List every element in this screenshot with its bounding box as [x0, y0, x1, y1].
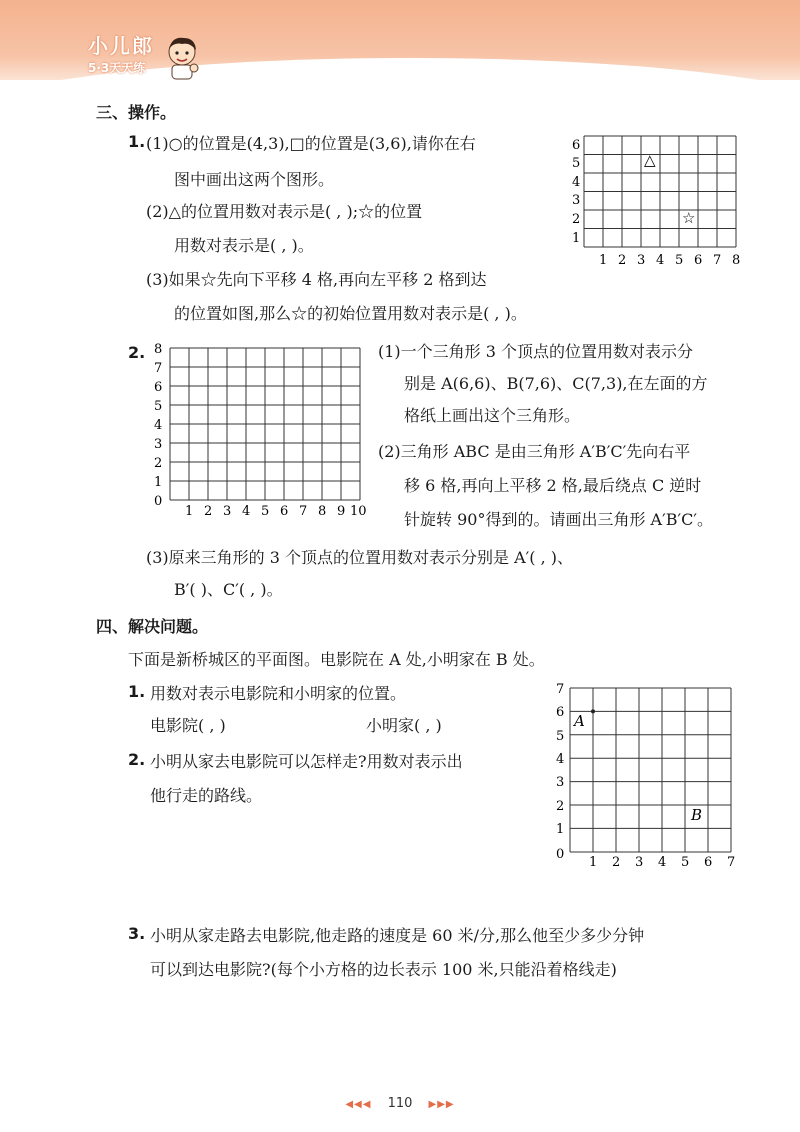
q1-y-label-5: 5: [572, 156, 581, 171]
brand-logo: [88, 30, 154, 76]
q2-x-label-9: 9: [337, 504, 346, 519]
q2-x-label-4: 4: [242, 504, 251, 519]
right-arrows-icon: ▶▶▶: [428, 1099, 455, 1110]
triangle-marker: △: [644, 151, 656, 169]
point-a-label: A: [574, 712, 585, 730]
q2-y-label-2: 2: [154, 456, 163, 471]
q2-y-label-1: 1: [154, 475, 163, 490]
q2-y-label-7: 7: [154, 361, 163, 376]
point-a-dot: [591, 709, 595, 713]
s4-q2-line2: 他行走的路线。: [150, 786, 263, 805]
home-answer: 小明家( , ): [366, 716, 442, 735]
map-x-label-3: 3: [635, 855, 644, 870]
q1-grid: [562, 128, 744, 270]
q2-x-label-10: 10: [350, 504, 367, 519]
map-y-label-3: 3: [556, 775, 565, 790]
q2-line4: (2)三角形 ABC 是由三角形 A′B′C′先向右平: [378, 442, 691, 461]
map-x-label-4: 4: [658, 855, 667, 870]
map-x-label-2: 2: [612, 855, 621, 870]
q2-y-label-5: 5: [154, 399, 163, 414]
q1-line2: 图中画出这两个图形。: [174, 170, 335, 189]
map-y-label-0: 0: [556, 847, 565, 862]
brand-subtitle: 5·3天天练: [88, 61, 146, 75]
q1-line1: (1)○的位置是(4,3),□的位置是(3,6),请你在右: [146, 134, 476, 153]
section-4-title: 四、解决问题。: [96, 617, 209, 636]
mascot-icon: [162, 32, 202, 80]
map-x-label-5: 5: [681, 855, 690, 870]
q1-line6: 的位置如图,那么☆的初始位置用数对表示是( , )。: [174, 304, 527, 323]
s4-q3-line1: 小明从家走路去电影院,他走路的速度是 60 米/分,那么他至少多少分钟: [150, 926, 645, 945]
city-map-grid: [550, 680, 740, 870]
map-x-label-7: 7: [727, 855, 736, 870]
s4-q2-line1: 小明从家去电影院可以怎样走?用数对表示出: [150, 752, 463, 771]
q2-y-label-8: 8: [154, 342, 163, 357]
map-y-label-6: 6: [556, 705, 565, 720]
q2-x-label-2: 2: [204, 504, 213, 519]
q1-x-label-4: 4: [656, 253, 665, 268]
q2-y-label-3: 3: [154, 437, 163, 452]
q2-x-label-3: 3: [223, 504, 232, 519]
cinema-answer: 电影院( , ): [150, 716, 226, 735]
page-number: 110: [387, 1096, 413, 1111]
s4-q1-number: 1.: [128, 682, 146, 701]
q2-x-label-6: 6: [280, 504, 289, 519]
q1-y-label-3: 3: [572, 193, 581, 208]
q1-x-label-6: 6: [694, 253, 703, 268]
q1-number: 1.: [128, 132, 146, 151]
section-4-intro: 下面是新桥城区的平面图。电影院在 A 处,小明家在 B 处。: [128, 650, 545, 669]
map-x-label-1: 1: [589, 855, 598, 870]
section-3-title: 三、操作。: [96, 103, 177, 122]
q1-y-label-4: 4: [572, 175, 581, 190]
q2-y-label-6: 6: [154, 380, 163, 395]
q1-x-label-5: 5: [675, 253, 684, 268]
q1-line3: (2)△的位置用数对表示是( , );☆的位置: [146, 202, 423, 221]
s4-q3-number: 3.: [128, 924, 146, 943]
s4-q2-number: 2.: [128, 750, 146, 769]
q2-x-label-7: 7: [299, 504, 308, 519]
q2-x-label-1: 1: [185, 504, 194, 519]
q1-x-label-2: 2: [618, 253, 627, 268]
q2-line2: 别是 A(6,6)、B(7,6)、C(7,3),在左面的方: [404, 374, 708, 393]
q2-line8: B′( )、C′( , )。: [174, 580, 283, 599]
q1-x-label-3: 3: [637, 253, 646, 268]
s4-q3-line2: 可以到达电影院?(每个小方格的边长表示 100 米,只能沿着格线走): [150, 960, 617, 979]
map-y-label-5: 5: [556, 729, 565, 744]
brand-name: 小儿郎: [88, 34, 154, 58]
q2-x-label-8: 8: [318, 504, 327, 519]
map-x-label-6: 6: [704, 855, 713, 870]
q2-y-label-4: 4: [154, 418, 163, 433]
q2-line5: 移 6 格,再向上平移 2 格,最后绕点 C 逆时: [404, 476, 702, 495]
q1-y-label-2: 2: [572, 212, 581, 227]
map-y-label-2: 2: [556, 799, 565, 814]
left-arrows-icon: ◀◀◀: [345, 1099, 372, 1110]
map-y-label-7: 7: [556, 682, 565, 697]
star-marker: ☆: [682, 209, 696, 227]
q2-number: 2.: [128, 343, 146, 362]
q1-line4: 用数对表示是( , )。: [174, 236, 314, 255]
q2-line3: 格纸上画出这个三角形。: [404, 406, 581, 425]
q1-y-label-1: 1: [572, 231, 581, 246]
q1-y-label-6: 6: [572, 138, 581, 153]
q2-line7: (3)原来三角形的 3 个顶点的位置用数对表示分别是 A′( , )、: [146, 548, 574, 567]
q1-x-label-7: 7: [713, 253, 722, 268]
point-b-label: B: [691, 806, 703, 824]
q2-x-label-5: 5: [261, 504, 270, 519]
q2-grid: [150, 338, 372, 520]
page-footer: [0, 1096, 800, 1111]
q2-line6: 针旋转 90°得到的。请画出三角形 A′B′C′。: [404, 510, 713, 529]
q1-line5: (3)如果☆先向下平移 4 格,再向左平移 2 格到达: [146, 270, 487, 289]
q1-x-label-8: 8: [732, 253, 741, 268]
s4-q1-line1: 用数对表示电影院和小明家的位置。: [150, 684, 407, 703]
map-y-label-4: 4: [556, 752, 565, 767]
map-y-label-1: 1: [556, 822, 565, 837]
q1-x-label-1: 1: [599, 253, 608, 268]
q2-line1: (1)一个三角形 3 个顶点的位置用数对表示分: [378, 342, 694, 361]
q2-y-label-0: 0: [154, 494, 163, 509]
